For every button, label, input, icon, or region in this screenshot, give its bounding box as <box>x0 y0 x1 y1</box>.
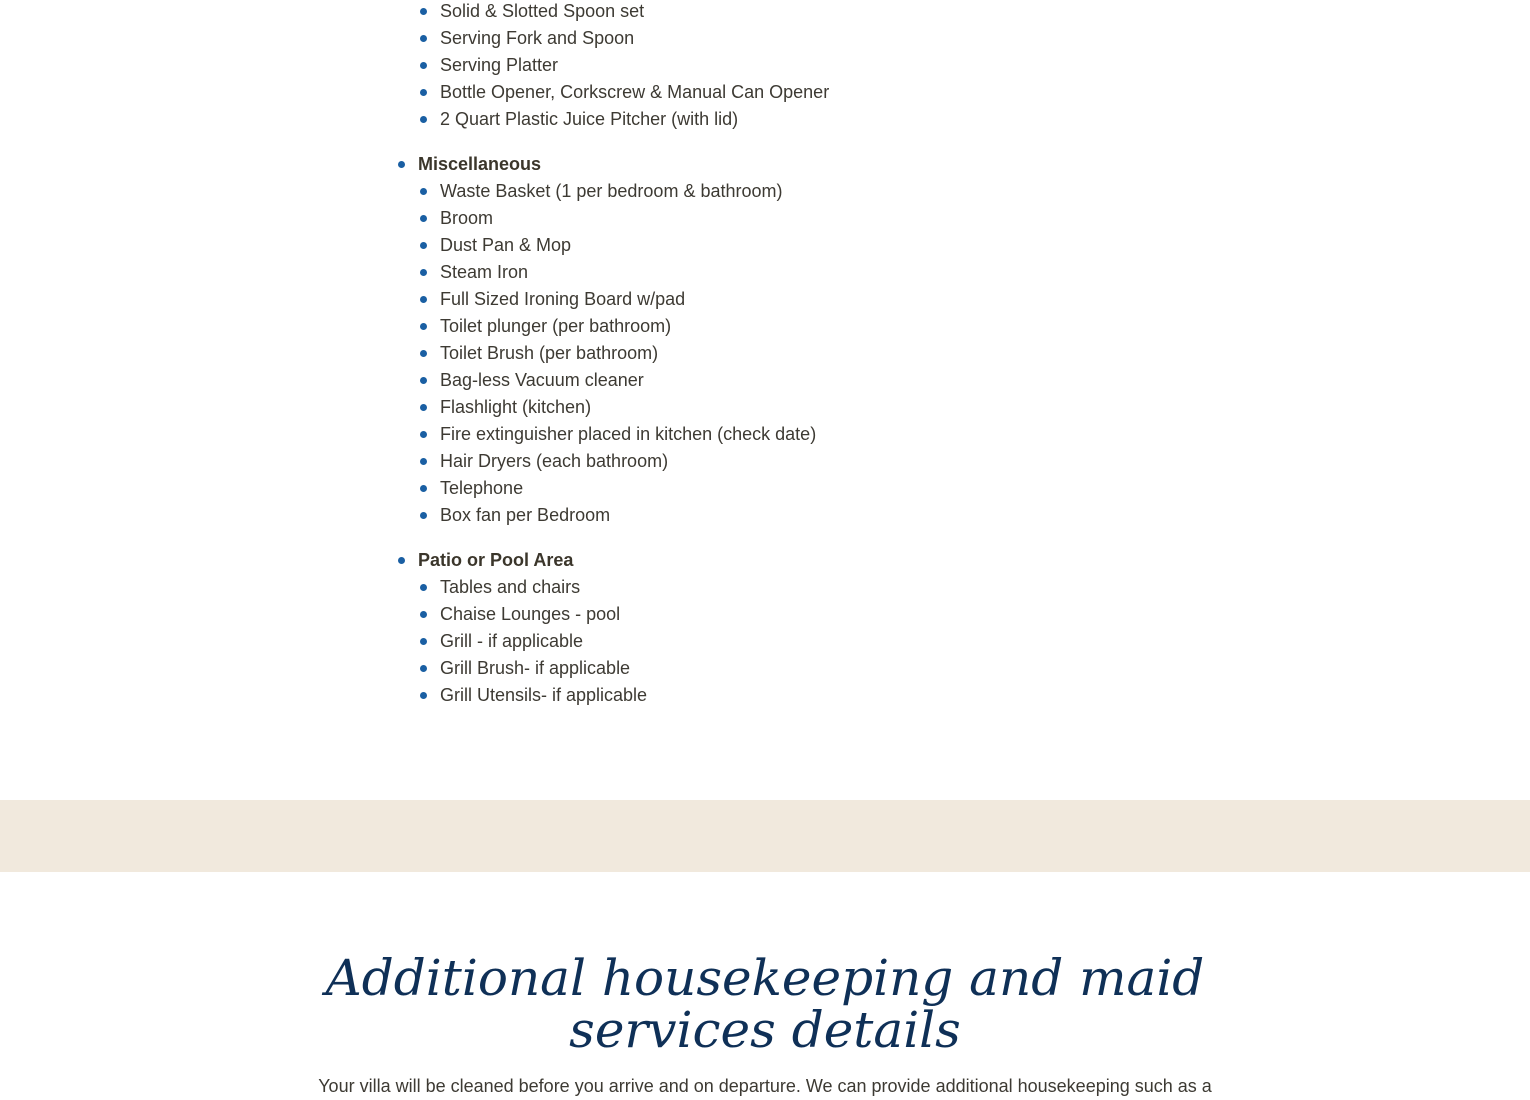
bullet-icon <box>420 665 427 672</box>
list-item-label: Fire extinguisher placed in kitchen (check date) <box>440 424 817 444</box>
list-item <box>396 205 1096 232</box>
category-label: Patio or Pool Area <box>418 550 574 570</box>
list-item-label: Box fan per Bedroom <box>440 505 611 525</box>
list-item <box>396 628 1096 655</box>
list-item-label: Grill Brush- if applicable <box>440 658 631 678</box>
list-item <box>396 313 1096 340</box>
list-item <box>396 682 1096 709</box>
bullet-icon <box>420 431 427 438</box>
list-item-label: Bag-less Vacuum cleaner <box>440 370 644 390</box>
list-item <box>396 475 1096 502</box>
list-item <box>396 502 1096 529</box>
list-item-label: Solid & Slotted Spoon set <box>440 1 645 21</box>
list-item-label: Flashlight (kitchen) <box>440 397 592 417</box>
bullet-icon <box>420 296 427 303</box>
bullet-icon <box>420 512 427 519</box>
bullet-icon <box>420 215 427 222</box>
bullet-icon <box>420 584 427 591</box>
list-item <box>396 79 1096 106</box>
bullet-icon <box>420 611 427 618</box>
bullet-icon <box>420 269 427 276</box>
list-item <box>396 178 1096 205</box>
bullet-icon <box>420 404 427 411</box>
bullet-icon <box>420 485 427 492</box>
list-item <box>396 574 1096 601</box>
list-item <box>396 52 1096 79</box>
kitchen-items-list <box>396 0 1096 133</box>
list-item-label: Serving Platter <box>440 55 559 75</box>
list-item-label: Bottle Opener, Corkscrew & Manual Can Opener <box>440 82 830 102</box>
list-item <box>396 421 1096 448</box>
bullet-icon <box>420 458 427 465</box>
bullet-icon <box>420 62 427 69</box>
section-heading: Additional housekeeping and maid services details <box>325 949 1205 1059</box>
bullet-icon <box>420 116 427 123</box>
list-item <box>396 448 1096 475</box>
list-item-label: Telephone <box>440 478 524 498</box>
bullet-icon <box>420 35 427 42</box>
bullet-icon <box>420 323 427 330</box>
list-item <box>396 367 1096 394</box>
patio-items-list <box>396 574 1096 709</box>
category-title <box>396 547 1096 574</box>
bullet-icon <box>420 638 427 645</box>
bullet-icon <box>420 242 427 249</box>
miscellaneous-items-list <box>396 178 1096 529</box>
bullet-icon <box>420 377 427 384</box>
list-item <box>396 655 1096 682</box>
bullet-icon <box>420 8 427 15</box>
category-patio-pool <box>396 547 1096 709</box>
list-item <box>396 25 1096 52</box>
list-item-label: Chaise Lounges - pool <box>440 604 621 624</box>
bullet-icon <box>420 188 427 195</box>
list-item-label: Grill - if applicable <box>440 631 584 651</box>
list-item-label: Waste Basket (1 per bedroom & bathroom) <box>440 181 783 201</box>
list-item-label: Hair Dryers (each bathroom) <box>440 451 669 471</box>
list-item-label: Tables and chairs <box>440 577 581 597</box>
bullet-icon <box>420 350 427 357</box>
list-item-label: Broom <box>440 208 494 228</box>
list-item-label: Toilet Brush (per bathroom) <box>440 343 659 363</box>
list-item-label: Grill Utensils- if applicable <box>440 685 648 705</box>
category-title <box>396 151 1096 178</box>
section-intro-text: Your villa will be cleaned before you arrive and on departure. We can provide additional housekeeping such as a <box>318 1076 1212 1096</box>
list-item-label: Full Sized Ironing Board w/pad <box>440 289 686 309</box>
category-miscellaneous <box>396 151 1096 529</box>
list-item <box>396 340 1096 367</box>
bullet-icon <box>420 89 427 96</box>
bullet-icon <box>420 692 427 699</box>
list-item <box>396 259 1096 286</box>
amenities-category-list <box>396 0 1096 727</box>
list-item <box>396 232 1096 259</box>
bullet-icon <box>398 161 405 168</box>
list-item <box>396 601 1096 628</box>
category-label: Miscellaneous <box>418 154 542 174</box>
housekeeping-details-section <box>0 872 1530 1100</box>
list-item <box>396 394 1096 421</box>
list-item <box>396 106 1096 133</box>
list-item-label: 2 Quart Plastic Juice Pitcher (with lid) <box>440 109 739 129</box>
list-item <box>396 286 1096 313</box>
section-divider-band <box>0 800 1530 872</box>
list-item <box>396 0 1096 25</box>
list-item-label: Steam Iron <box>440 262 529 282</box>
bullet-icon <box>398 557 405 564</box>
list-item-label: Serving Fork and Spoon <box>440 28 635 48</box>
list-item-label: Dust Pan & Mop <box>440 235 572 255</box>
category-kitchen-continued <box>396 0 1096 133</box>
list-item-label: Toilet plunger (per bathroom) <box>440 316 672 336</box>
